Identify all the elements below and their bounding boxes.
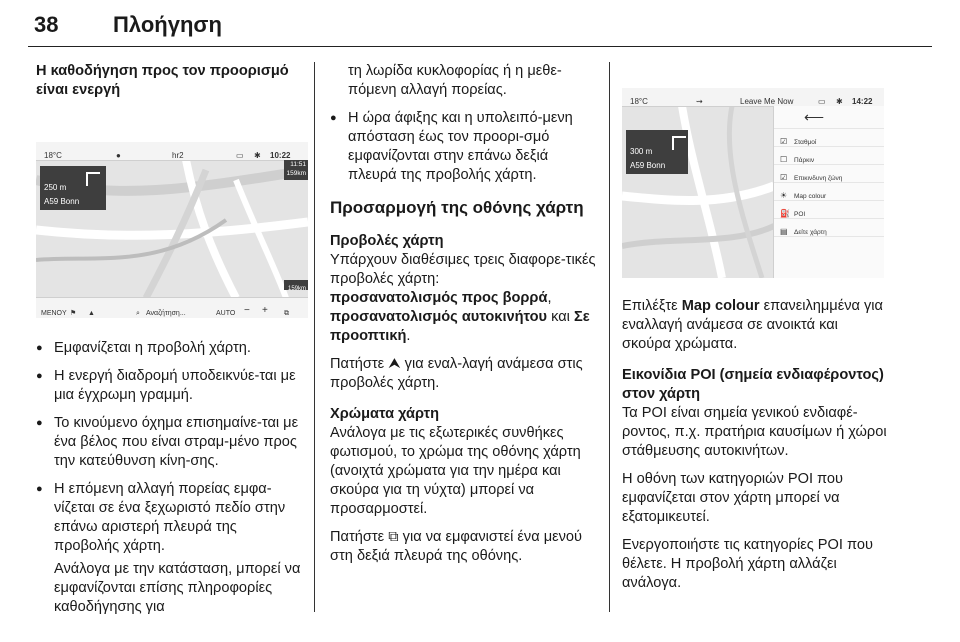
map-colour-instruction: Επιλέξτε Map colour επανειλημμένα για εναλλαγή ανάμεσα σε ανοικτά και σκούρα χρώματα. [622, 298, 883, 352]
chapter-title: Πλοήγηση [113, 12, 222, 37]
turn-arrow-icon [672, 136, 686, 150]
zoom-in-button[interactable]: + [262, 305, 268, 316]
menu-item-stations[interactable]: ☑ Σταθμοί [774, 129, 884, 147]
next-turn-tile [626, 130, 688, 174]
turn-distance: 300 m [630, 147, 653, 156]
menu-icon[interactable]: ⧉ [284, 310, 289, 317]
back-arrow-icon: ⟵ [804, 109, 825, 125]
menu-item-poi[interactable]: ⛽ POI [774, 201, 884, 219]
turn-street: A59 Bonn [630, 161, 666, 170]
checkbox-icon: ☐ [780, 155, 788, 164]
menu-icon: ⧉ [388, 529, 399, 545]
bullet-item: ● Η επόμενη αλλαγή πορείας εμφα-νίζεται σε ένα ξεχωριστό πεδίο στην επάνω αριστερή πλευρά της προβολής χάρτη. [36, 480, 302, 556]
map-colours-heading: Χρώματα χάρτη [330, 406, 440, 422]
gear-icon: ✱ [254, 151, 261, 160]
clock: 10:22 [270, 151, 291, 160]
menu-item-parking[interactable]: ☐ Πάρκιν [774, 147, 884, 165]
flag-icon[interactable]: ⚑ [70, 310, 77, 317]
menu-item-view-map[interactable]: ▤ Δείτε χάρτη [774, 219, 884, 237]
poi-heading: Εικονίδια POI (σημεία ενδιαφέροντος) στον χάρτη [622, 367, 884, 402]
route-name: hr2 [172, 151, 184, 160]
map-toolbar [36, 297, 308, 318]
remaining-distance: 159km [286, 170, 306, 177]
map-icon: ▤ [780, 227, 788, 236]
continuation-text: τη λωρίδα κυκλοφορίας ή η μεθε-πόμενη αλλαγή πορείας. [348, 63, 562, 98]
view-north: προσανατολισμός προς βορρά [330, 290, 548, 306]
column-2 [330, 62, 598, 566]
arrival-info [284, 160, 308, 180]
route-title: Leave Me Now [740, 97, 794, 106]
menu-instruction: Πατήστε ⧉ για να εμφανιστεί ένα μενού στη δεξιά πλευρά της οθόνης. [330, 529, 583, 564]
auto-zoom-button[interactable]: AUTO [216, 310, 236, 317]
page-header [28, 6, 932, 47]
menu-button[interactable]: MENOY [41, 310, 67, 317]
temperature: 18°C [44, 151, 62, 160]
status-bar [36, 142, 308, 161]
column-divider [314, 62, 315, 612]
gear-icon: ✱ [836, 97, 843, 106]
arrival-time: 11:51 [290, 161, 306, 168]
turn-arrow-icon [86, 172, 100, 186]
menu-item-map-colour[interactable]: ☀ Map colour [774, 183, 884, 201]
bullet-item: ● Η ώρα άφιξης και η υπολειπό-μενη απόσταση έως τον προορι-σμό εμφανίζονται στην επάνω δεξιά πλευρά της προβολής χάρτη. [330, 109, 598, 185]
toggle-instruction: Πατήστε ⮝ για εναλ-λαγή ανάμεσα στις προβολές χάρτη. [330, 356, 583, 391]
poi-text-2: Η οθόνη των κατηγοριών POI που εμφανίζεται στον χάρτη μπορεί να εξατομικευτεί. [622, 471, 844, 525]
temperature: 18°C [630, 97, 648, 106]
zoom-out-button[interactable]: − [244, 305, 250, 316]
map-screenshot [36, 142, 308, 318]
status-bar [622, 88, 884, 107]
remaining-distance-lower: 159km [284, 280, 308, 290]
north-arrow-icon[interactable]: ▲ [88, 310, 95, 317]
checkbox-icon: ☑ [780, 137, 788, 146]
location-icon: ● [116, 151, 121, 160]
clock: 14:22 [852, 97, 873, 106]
screen-icon: ▭ [818, 97, 826, 106]
bullet-item: ● Η ενεργή διαδρομή υποδεικνύε-ται με μια έγχρωμη γραμμή. [36, 367, 302, 405]
sun-icon: ☀ [780, 191, 788, 200]
turn-street: A59 Bonn [44, 197, 80, 206]
menu-item-danger-zone[interactable]: ☑ Επικινδυνη ζώνη [774, 165, 884, 183]
section-title: Προσαρμογή της οθόνης χάρτη [330, 198, 584, 217]
checkbox-icon: ☑ [780, 173, 788, 182]
column-divider [609, 62, 610, 612]
poi-text: Τα POI είναι σημεία γενικού ενδιαφέ-ροντος, π.χ. πρατήρια καυσίμων ή χώροι στάθμευσης αυτοκινήτων. [622, 405, 887, 459]
continuation-text: Ανάλογα με την κατάσταση, μπορεί να εμφανίζονται επίσης πληροφορίες καθοδήγησης για [54, 561, 301, 615]
next-turn-tile [40, 166, 106, 210]
view-vehicle: προσανατολισμός αυτοκινήτου [330, 309, 548, 325]
map-menu-screenshot [622, 88, 884, 278]
map-colours-text: Ανάλογα με τις εξωτερικές συνθήκες φωτισμού, το χρώμα της οθόνης χάρτη (ανοιχτά χρώματα για την ημέρα και σκούρα για τη νύχτα) μπορεί να προσαρμοστεί. [330, 425, 581, 517]
column-3 [622, 62, 890, 593]
search-icon: ⌕ [136, 310, 140, 317]
map-views-text: Υπάρχουν διαθέσιμες τρεις διαφορε-τικές προβολές χάρτη: προσανατολισμός προς βορρά, προσανατολισμός αυτοκινήτου και Σε προοπτική. [330, 252, 596, 344]
screen-icon: ▭ [236, 151, 244, 160]
bullet-item: ● Εμφανίζεται η προβολή χάρτη. [36, 339, 302, 358]
column-1 [36, 62, 306, 617]
north-arrow-icon: ⮝ [388, 356, 401, 372]
bullet-item: ● Το κινούμενο όχημα επισημαίνε-ται με ένα βέλος που είναι στραμ-μένο προς την κατεύθυνση κίνη-σης. [36, 414, 302, 471]
usb-icon: ⇝ [696, 97, 703, 106]
poi-text-3: Ενεργοποιήστε τις κατηγορίες POI που θέλετε. Η προβολή χάρτη αλλάζει ανάλογα. [622, 537, 873, 591]
view-perspective: Σε προοπτική [330, 309, 590, 344]
map-colour-label: Map colour [681, 298, 760, 314]
map-views-heading: Προβολές χάρτη [330, 233, 444, 249]
page-number: 38 [34, 12, 59, 37]
poi-icon: ⛽ [780, 209, 790, 218]
search-button[interactable]: Αναζήτηση... [146, 310, 186, 317]
map-side-menu [773, 106, 884, 278]
section-heading: Η καθοδήγηση προς τον προορισμό είναι ενεργή [36, 63, 289, 98]
turn-distance: 250 m [44, 183, 67, 192]
back-button[interactable] [774, 106, 884, 129]
